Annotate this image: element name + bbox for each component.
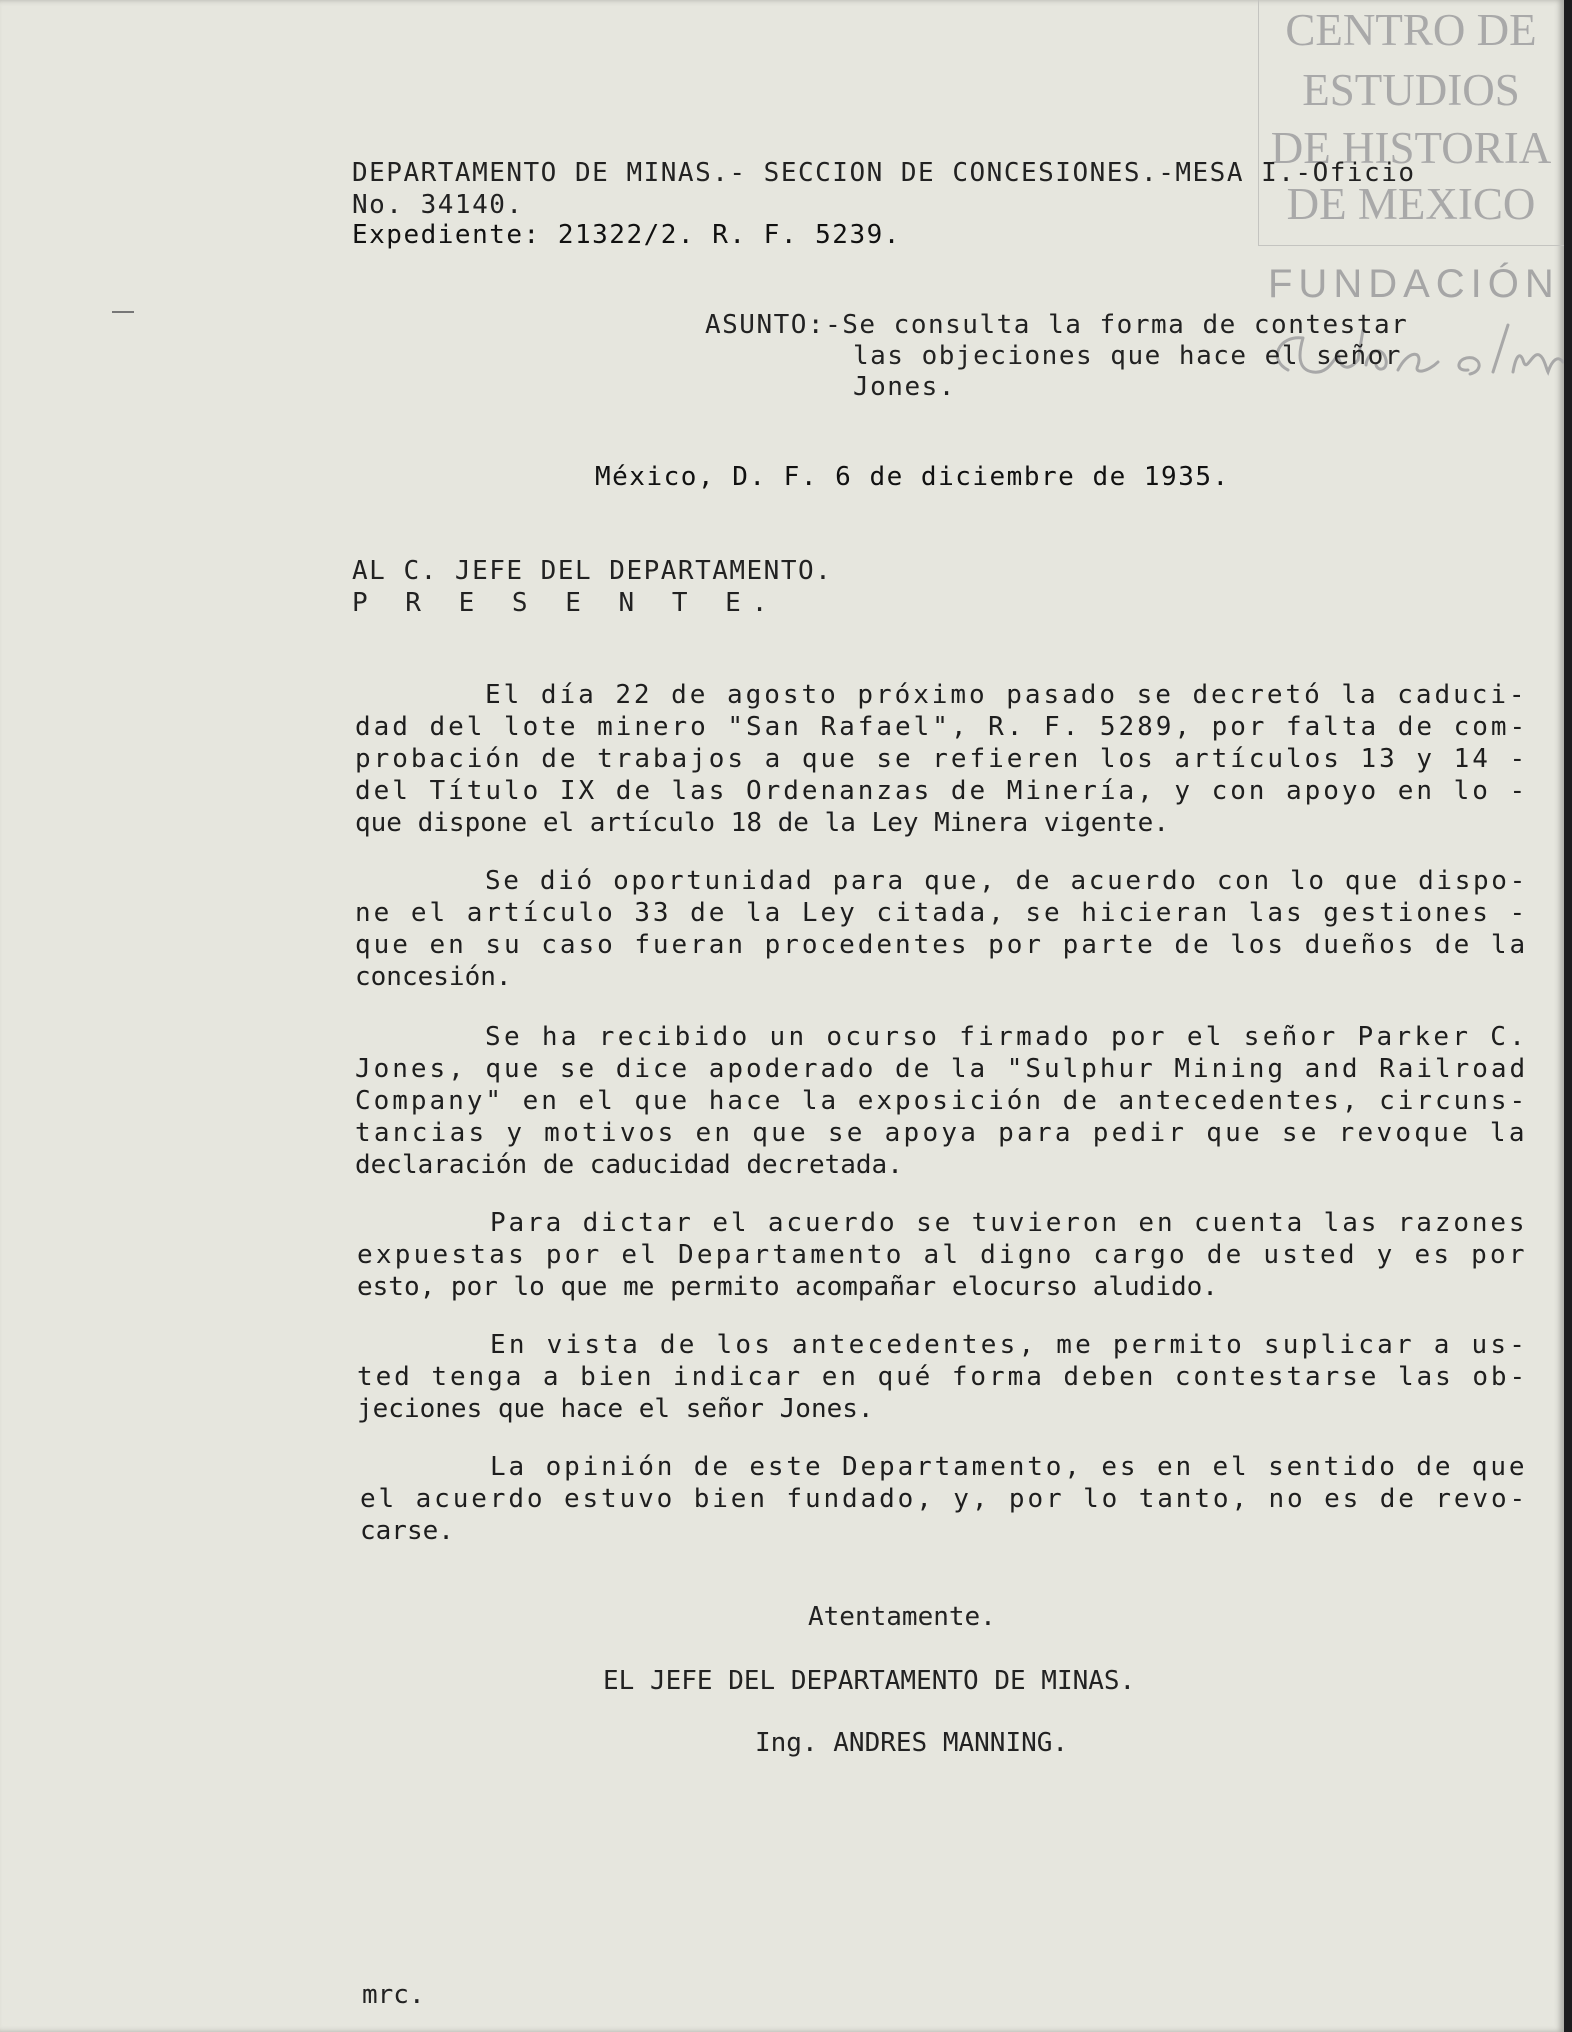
paragraph-1-line-1: El día 22 de agosto próximo pasado se decretó la caduci- bbox=[485, 680, 1528, 710]
paragraph-5-line-1: En vista de los antecedentes, me permito suplicar a us- bbox=[490, 1330, 1529, 1360]
paragraph-1-line-5: que dispone el artículo 18 de la Ley Minera vigente. bbox=[355, 808, 1169, 838]
paragraph-6-line-2: el acuerdo estuvo bien fundado, y, por lo tanto, no es de revo- bbox=[360, 1484, 1529, 1514]
header-line-3: Expediente: 21322/2. R. F. 5239. bbox=[352, 220, 901, 250]
watermark-line-3: DE HISTORIA bbox=[1270, 123, 1552, 173]
paragraph-3-line-2: Jones, que se dice apoderado de la "Sulphur Mining and Railroad bbox=[355, 1054, 1529, 1084]
paragraph-2-line-1: Se dió oportunidad para que, de acuerdo con lo que dispo- bbox=[485, 866, 1528, 896]
paragraph-3-line-4: tancias y motivos en que se apoya para pedir que se revoque la bbox=[355, 1118, 1528, 1148]
paragraph-1-line-2: dad del lote minero "San Rafael", R. F. 5289, por falta de com- bbox=[355, 712, 1529, 742]
typist-initials: mrc. bbox=[362, 1980, 425, 2010]
paragraph-6-line-1: La opinión de este Departamento, es en el sentido de que bbox=[490, 1452, 1528, 1482]
paragraph-3-line-5: declaración de caducidad decretada. bbox=[355, 1150, 903, 1180]
paragraph-6-line-3: carse. bbox=[360, 1516, 454, 1546]
paragraph-3-line-3: Company" en el que hace la exposición de antecedentes, circuns- bbox=[355, 1086, 1529, 1116]
watermark-foundation: FUNDACIÓN bbox=[1268, 262, 1560, 306]
paragraph-4-line-1: Para dictar el acuerdo se tuvieron en cuenta las razones bbox=[490, 1208, 1528, 1238]
paragraph-3-line-1: Se ha recibido un ocurso firmado por el señor Parker C. bbox=[485, 1022, 1529, 1052]
watermark-line-2: ESTUDIOS bbox=[1302, 65, 1520, 115]
margin-mark bbox=[112, 311, 134, 313]
paragraph-4-line-3: esto, por lo que me permito acompañar elocurso aludido. bbox=[357, 1272, 1218, 1302]
paragraph-2-line-4: concesión. bbox=[355, 962, 512, 992]
addressee-line-2: P R E S E N T E. bbox=[352, 588, 779, 618]
paragraph-5-line-2: ted tenga a bien indicar en qué forma deben contestarse las ob- bbox=[357, 1362, 1529, 1392]
subject-line-2: las objeciones que hace el señor bbox=[853, 341, 1402, 371]
paragraph-1-line-4: del Título IX de las Ordenanzas de Minería, y con apoyo en lo - bbox=[355, 776, 1529, 806]
date-line: México, D. F. 6 de diciembre de 1935. bbox=[595, 462, 1230, 492]
paragraph-5-line-3: jeciones que hace el señor Jones. bbox=[357, 1394, 874, 1424]
scan-edge bbox=[1564, 0, 1572, 2032]
paragraph-4-line-2: expuestas por el Departamento al digno cargo de usted y es por bbox=[357, 1240, 1528, 1270]
closing-title: EL JEFE DEL DEPARTAMENTO DE MINAS. bbox=[603, 1666, 1136, 1696]
paragraph-1-line-3: probación de trabajos a que se refieren los artículos 13 y 14 - bbox=[355, 744, 1529, 774]
watermark-line-1: CENTRO DE bbox=[1285, 5, 1537, 55]
subject-line-1: ASUNTO:-Se consulta la forma de contestar bbox=[705, 310, 1409, 340]
header-line-2: No. 34140. bbox=[352, 190, 524, 220]
header-line-1: DEPARTAMENTO DE MINAS.- SECCION DE CONCESIONES.-MESA I.-Oficio bbox=[352, 158, 1416, 188]
watermark-line-4: DE MEXICO bbox=[1286, 179, 1536, 229]
paragraph-2-line-3: que en su caso fueran procedentes por parte de los dueños de la bbox=[355, 930, 1529, 960]
closing-name: Ing. ANDRES MANNING. bbox=[755, 1728, 1069, 1758]
subject-line-3: Jones. bbox=[853, 372, 956, 402]
paragraph-2-line-2: ne el artículo 33 de la Ley citada, se hicieran las gestiones - bbox=[355, 898, 1529, 928]
addressee-line-1: AL C. JEFE DEL DEPARTAMENTO. bbox=[352, 556, 833, 586]
closing-salutation: Atentamente. bbox=[808, 1602, 996, 1632]
